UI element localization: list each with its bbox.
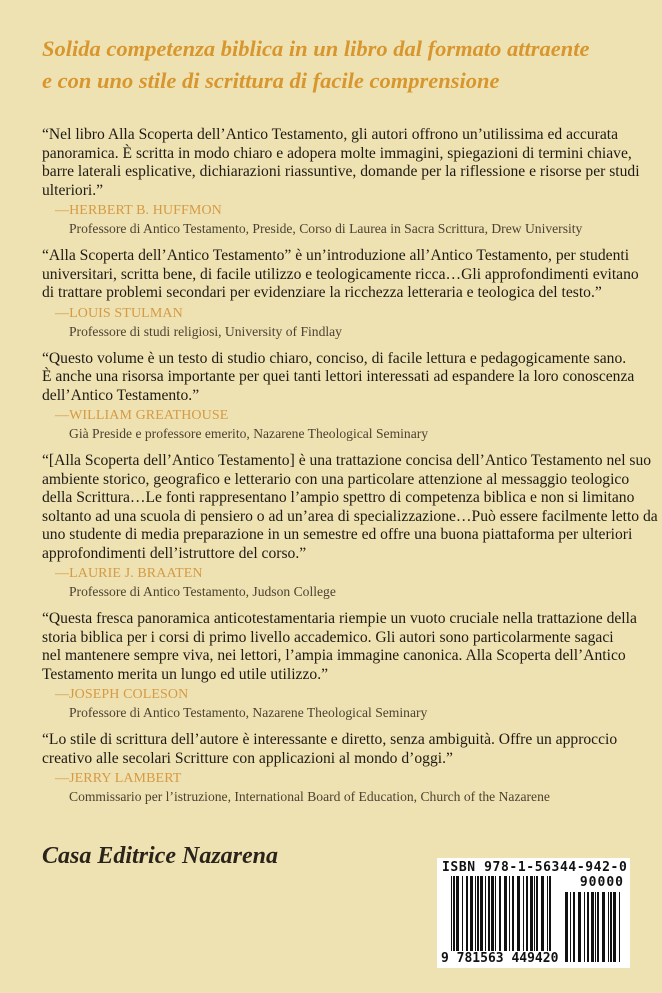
isbn-number: ISBN 978-1-56344-942-0 [442, 860, 628, 875]
quote-line: “Lo stile di scrittura dell’autore è interessante e diretto, senza ambiguità. Offre un approccio [42, 731, 618, 748]
quote-line: universitari, scritta bene, di facile utilizzo e teologicamente ricca…Gli approfondimenti evitano [42, 265, 639, 283]
quote-line: “Questa fresca panoramica anticotestamentaria riempie un vuoto cruciale nella trattazione della [42, 610, 637, 627]
testimonial [42, 349, 635, 444]
barcode-bar [530, 876, 533, 962]
barcode-bar [526, 876, 528, 962]
quote-line: Testamento merita un lungo ed utile utilizzo.” [42, 665, 329, 683]
barcode-bar [517, 876, 520, 962]
barcode-bar [584, 892, 585, 962]
barcode-bar [597, 892, 599, 962]
barcode-bar [541, 876, 544, 962]
testimonial [42, 731, 618, 806]
quote-line: ambiente storico, geografico e letterario con una particolare attenzione al messaggio teologico [42, 470, 630, 488]
barcode-bar [491, 876, 494, 962]
barcode-bar [504, 876, 507, 962]
barcode-bar [453, 876, 455, 962]
quote-line: “Questo volume è un testo di studio chiaro, conciso, di facile lettura e pedagogicamente sano. [42, 349, 627, 367]
quote-line: storia biblica per i corsi di primo livello accademico. Gli autori sono particolarmente sagaci [42, 628, 614, 646]
barcode-bar [485, 876, 486, 962]
barcode-bar [608, 892, 609, 962]
barcode-bar [534, 876, 535, 962]
barcode-bar [602, 892, 605, 962]
isbn-barcode [437, 858, 630, 968]
barcode-bar [462, 876, 463, 962]
barcode-bar [477, 876, 479, 962]
barcode-bar [565, 892, 568, 962]
barcode-bar [595, 892, 596, 962]
testimonial [42, 126, 640, 238]
quote-author: —JERRY LAMBERT [55, 771, 182, 786]
barcode-bar [488, 876, 490, 962]
barcode-bar [499, 876, 501, 962]
quote-author: —LAURIE J. BRAATEN [55, 566, 203, 581]
author-affiliation: Professore di Antico Testamento, Preside, Corso di Laurea in Sacra Scrittura, Drew University [69, 221, 583, 236]
quote-author: —LOUIS STULMAN [55, 305, 183, 321]
barcode-bar [547, 876, 548, 962]
barcode-bar [480, 876, 483, 962]
quote-line: dell’Antico Testamento.” [42, 386, 200, 404]
barcode-bar [466, 876, 468, 962]
quote-line: ulteriori.” [42, 181, 104, 199]
quote-line: uno studente di media preparazione in un semestre ed offre una buona piattaforma per ulteriori [42, 526, 633, 543]
barcode-bar [619, 892, 620, 962]
author-affiliation: Già Preside e professore emerito, Nazarene Theological Seminary [69, 426, 429, 441]
testimonial [42, 452, 658, 601]
barcode-bar [591, 892, 594, 962]
barcode-bar [536, 876, 538, 962]
testimonial [42, 610, 637, 722]
headline [42, 33, 642, 97]
quote-line: approfondimenti dell’istruttore del corso.” [42, 544, 307, 562]
quote-line: “Nel libro Alla Scoperta dell’Antico Testamento, gli autori offrono un’utilissima ed accurata [42, 126, 619, 143]
barcode-bar [475, 876, 476, 962]
ean-bars [451, 876, 553, 962]
author-affiliation: Commissario per l’istruzione, International Board of Education, Church of the Nazarene [69, 789, 550, 804]
barcode-bar [578, 892, 581, 962]
quote-line: “[Alla Scoperta dell’Antico Testamento] è una trattazione concisa dell’Antico Testamento nel suo [42, 452, 652, 469]
barcode-bar [587, 892, 589, 962]
testimonial [42, 247, 639, 341]
headline-line: e con uno stile di scrittura di facile comprensione [42, 68, 500, 93]
barcode-bar [512, 876, 514, 962]
barcode-bar [456, 876, 459, 962]
quote-line: creativo alle secolari Scritture con applicazioni al mondo d’oggi.” [42, 749, 453, 767]
barcode-bar [549, 876, 551, 962]
addon-bars [565, 892, 623, 962]
barcode-bar [495, 876, 496, 962]
author-affiliation: Professore di Antico Testamento, Nazarene Theological Seminary [69, 705, 428, 720]
quote-line: panoramica. È scritta in modo chiaro e adopera molte immagini, spiegazioni di termini chiave, [42, 144, 632, 162]
barcode-bar [509, 876, 510, 962]
headline-line: Solida competenza biblica in un libro dal formato attraente [42, 36, 590, 61]
author-affiliation: Professore di studi religiosi, University of Findlay [69, 323, 342, 339]
barcode-bar [451, 876, 452, 962]
quote-line: nel mantenere sempre viva, nei lettori, l’ampia immagine canonica. Alla Scoperta dell’Antico [42, 647, 626, 664]
quote-line: di trattare problemi secondari per evidenziare la ricchezza letteraria e teologica del testo.” [42, 284, 602, 301]
testimonials [42, 126, 658, 815]
barcode-bar [610, 892, 612, 962]
quote-line: È anche una risorsa importante per quei tanti lettori interessati ad espandere la loro conoscenza [42, 368, 635, 385]
barcode-bar [523, 876, 524, 962]
barcode-bar [470, 876, 473, 962]
author-affiliation: Professore di Antico Testamento, Judson College [69, 584, 336, 599]
ean-digits: 9 781563 449420 [441, 951, 559, 966]
quote-author: —WILLIAM GREATHOUSE [55, 408, 229, 423]
publisher-name: Casa Editrice Nazarena [42, 843, 279, 869]
barcode-bar [570, 892, 571, 962]
quote-author: —JOSEPH COLESON [55, 687, 189, 702]
quote-line: barre laterali esplicative, dichiarazioni riassuntive, domande per la riflessione e risorse per studi [42, 163, 640, 180]
quote-author: —HERBERT B. HUFFMON [55, 203, 222, 218]
barcode-bar [613, 892, 616, 962]
barcode-bar [573, 892, 575, 962]
price-code: 90000 [579, 875, 624, 890]
quote-line: soltanto ad una scuola di pensiero o ad un’area di specializzazione…Può essere facilmente letto da [42, 507, 658, 525]
quote-line: “Alla Scoperta dell’Antico Testamento” è un’introduzione all’Antico Testamento, per studenti [42, 247, 630, 264]
quote-line: della Scrittura…Le fonti rappresentano l’ampio spettro di competenza biblica e non si limitano [42, 489, 635, 506]
